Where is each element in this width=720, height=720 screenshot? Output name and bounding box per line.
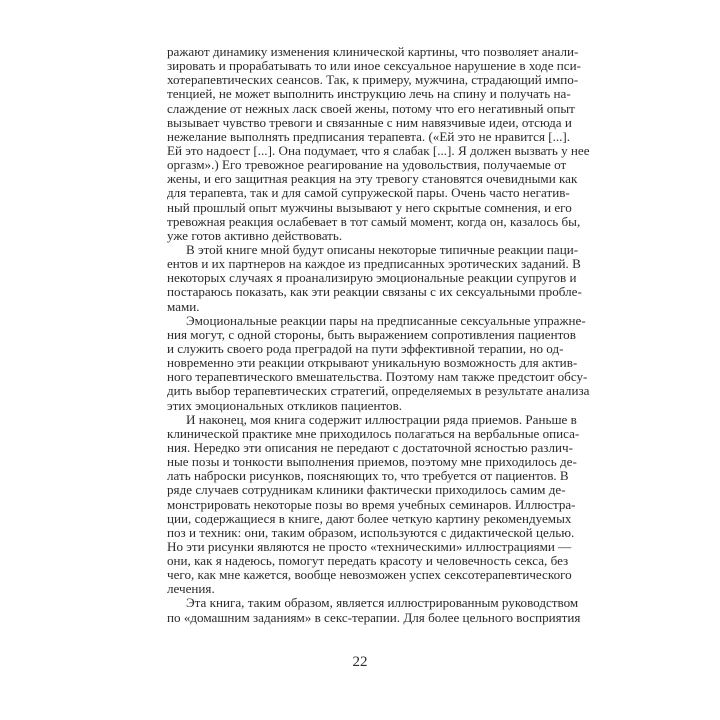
text-line: нежелание выполнять предписания терапевта. («Ей это не нравится [...]. [167, 128, 571, 144]
paragraph [167, 44, 590, 243]
page-body [167, 44, 590, 625]
text-line: Ей это надоест [...]. Она подумает, что я слабак [...]. Я должен вызвать у нее [167, 142, 590, 158]
text-line: клинической практике мне приходилось полагаться на вербальные описа- [167, 425, 580, 441]
text-line: тенцией, не может выполнить инструкцию лечь на спину и получать на- [167, 86, 571, 102]
text-line: слаждение от нежных ласк своей жены, потому что его негативный опыт [167, 100, 575, 116]
text-line: Эта книга, таким образом, является иллюстрированным руководством [186, 595, 579, 611]
text-line: ции, содержащиеся в книге, дают более четкую картину рекомендуемых [167, 510, 572, 526]
text-line: Но эти рисунки являются не просто «техническими» иллюстрациями — [167, 538, 572, 554]
text-line: оргазм».) Его тревожное реагирование на удовольствия, получаемые от [167, 157, 567, 173]
text-line: по «домашним заданиям» в секс-терапии. Для более цельного восприятия [167, 609, 581, 625]
text-line: и служить своего рода преградой на пути эффективной терапии, но од- [167, 340, 564, 356]
text-line: уже готов активно действовать. [167, 227, 343, 243]
text-line: ражают динамику изменения клинической картины, что позволяет анали- [167, 44, 579, 59]
text-line: дить выбор терапевтических стратегий, определяемых в результате анализа [167, 383, 590, 399]
text-line: лать наброски рисунков, поясняющих то, что требуется от пациентов. В [167, 468, 569, 484]
text-line: новременно эти реакции открывают уникальную возможность для актив- [167, 355, 578, 371]
paragraph [167, 241, 582, 314]
text-line: этих эмоциональных откликов пациентов. [167, 397, 403, 413]
page-number: 22 [352, 654, 368, 670]
text-line: ентов и их партнеров на каждое из предписанных эротических заданий. В [167, 256, 581, 272]
text-line: мами. [167, 298, 200, 314]
text-line: ния могут, с одной стороны, быть выражением сопротивления пациентов [167, 326, 576, 342]
text-line: ного терапевтического вмешательства. Поэтому нам также предстоит обсу- [167, 369, 588, 385]
text-line: хотерапевтических сеансов. Так, к примеру, мужчина, страдающий импо- [167, 72, 579, 88]
text-line: поз и техник: они, таким образом, используются с дидактической целью. [167, 524, 575, 540]
text-line: В этой книге мной будут описаны некоторые типичные реакции паци- [186, 241, 579, 257]
paragraph [167, 312, 590, 413]
text-line: постараюсь показать, как эти реакции связаны с их сексуальными пробле- [167, 284, 582, 300]
text-line: лечения. [167, 581, 215, 597]
text-line: для терапевта, так и для самой супружеской пары. Очень часто негатив- [167, 185, 570, 201]
text-line: ные позы и тонкости выполнения приемов, поэтому мне приходилось де- [167, 454, 577, 470]
text-line: зировать и прорабатывать то или иное сексуальное нарушение в ходе пси- [167, 58, 581, 74]
text-line: И наконец, моя книга содержит иллюстрации ряда приемов. Раньше в [186, 411, 577, 427]
text-line: ния. Нередко эти описания не передают с достаточной ясностью различ- [167, 439, 573, 455]
text-line: ряде случаев сотрудникам клиники фактически приходилось самим де- [167, 482, 566, 498]
text-line: они, как я надеюсь, помогут передать красоту и человечность секса, без [167, 553, 569, 569]
text-line: вызывает чувство тревоги и связанные с ним навязчивые идеи, отсюда и [167, 114, 572, 130]
text-line: ный прошлый опыт мужчины вызывают у него скрытые сомнения, и его [167, 199, 572, 215]
text-line: тревожная реакция ослабевает в тот самый момент, когда он, казалось бы, [167, 213, 581, 229]
text-line: чего, как мне кажется, вообще невозможен успех сексотерапевтического [167, 567, 572, 583]
text-line: Эмоциональные реакции пары на предписанные сексуальные упражне- [186, 312, 586, 328]
text-line: монстрировать некоторые позы во время учебных семинаров. Иллюстра- [167, 496, 576, 512]
paragraph [167, 411, 580, 597]
paragraph [167, 595, 581, 625]
text-line: некоторых случаях я проанализирую эмоциональные реакции супругов и [167, 270, 577, 286]
text-line: жены, и его защитная реакция на эту тревогу становятся очевидными как [167, 171, 578, 187]
